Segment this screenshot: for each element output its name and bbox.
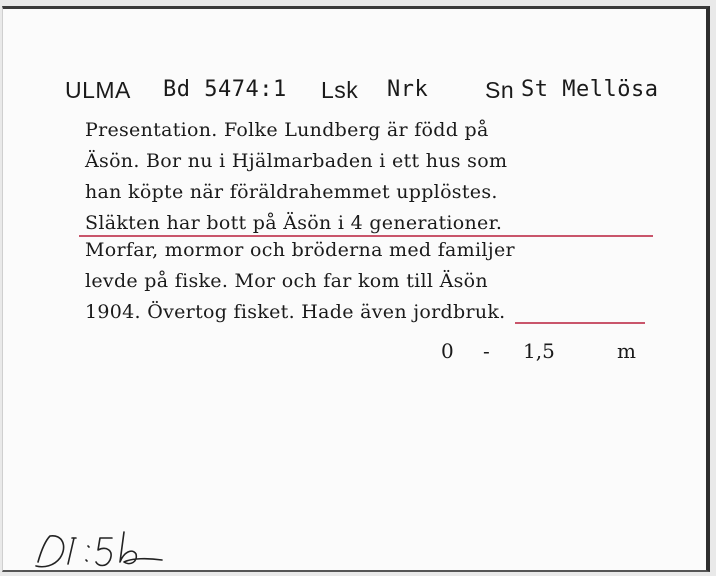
paragraph-presentation <box>85 115 685 239</box>
text-line: Släkten har bott på Äsön i 4 generationer. <box>85 212 503 234</box>
red-underline-short <box>515 322 645 324</box>
volume-number: Bd 5474:1 <box>163 77 287 102</box>
text-line: Morfar, mormor och bröderna med familjer <box>85 239 515 261</box>
text-line: Presentation. Folke Lundberg är född på <box>85 119 489 141</box>
range-to: 1,5 <box>523 339 555 363</box>
sn-label: Sn <box>485 77 515 103</box>
handwritten-signature <box>28 528 188 576</box>
archive-code: ULMA <box>65 77 131 103</box>
range-unit: m <box>617 339 636 363</box>
index-card <box>2 6 710 572</box>
text-line: 1904. Övertog fisket. Hade även jordbruk. <box>85 301 506 323</box>
parish-name: St Mellösa <box>521 77 659 102</box>
lsk-label: Lsk <box>321 77 359 103</box>
nrk-label: Nrk <box>387 77 429 102</box>
recording-range <box>441 339 661 369</box>
text-line: han köpte när föräldrahemmet upplöstes. <box>85 181 498 203</box>
card-header <box>65 77 665 111</box>
text-line: levde på fiske. Mor och far kom till Äsön <box>85 270 488 292</box>
range-dash: - <box>483 339 490 363</box>
paragraph-family <box>85 235 685 328</box>
range-from: 0 <box>441 339 454 363</box>
text-line: Äsön. Bor nu i Hjälmarbaden i ett hus som <box>85 150 508 172</box>
